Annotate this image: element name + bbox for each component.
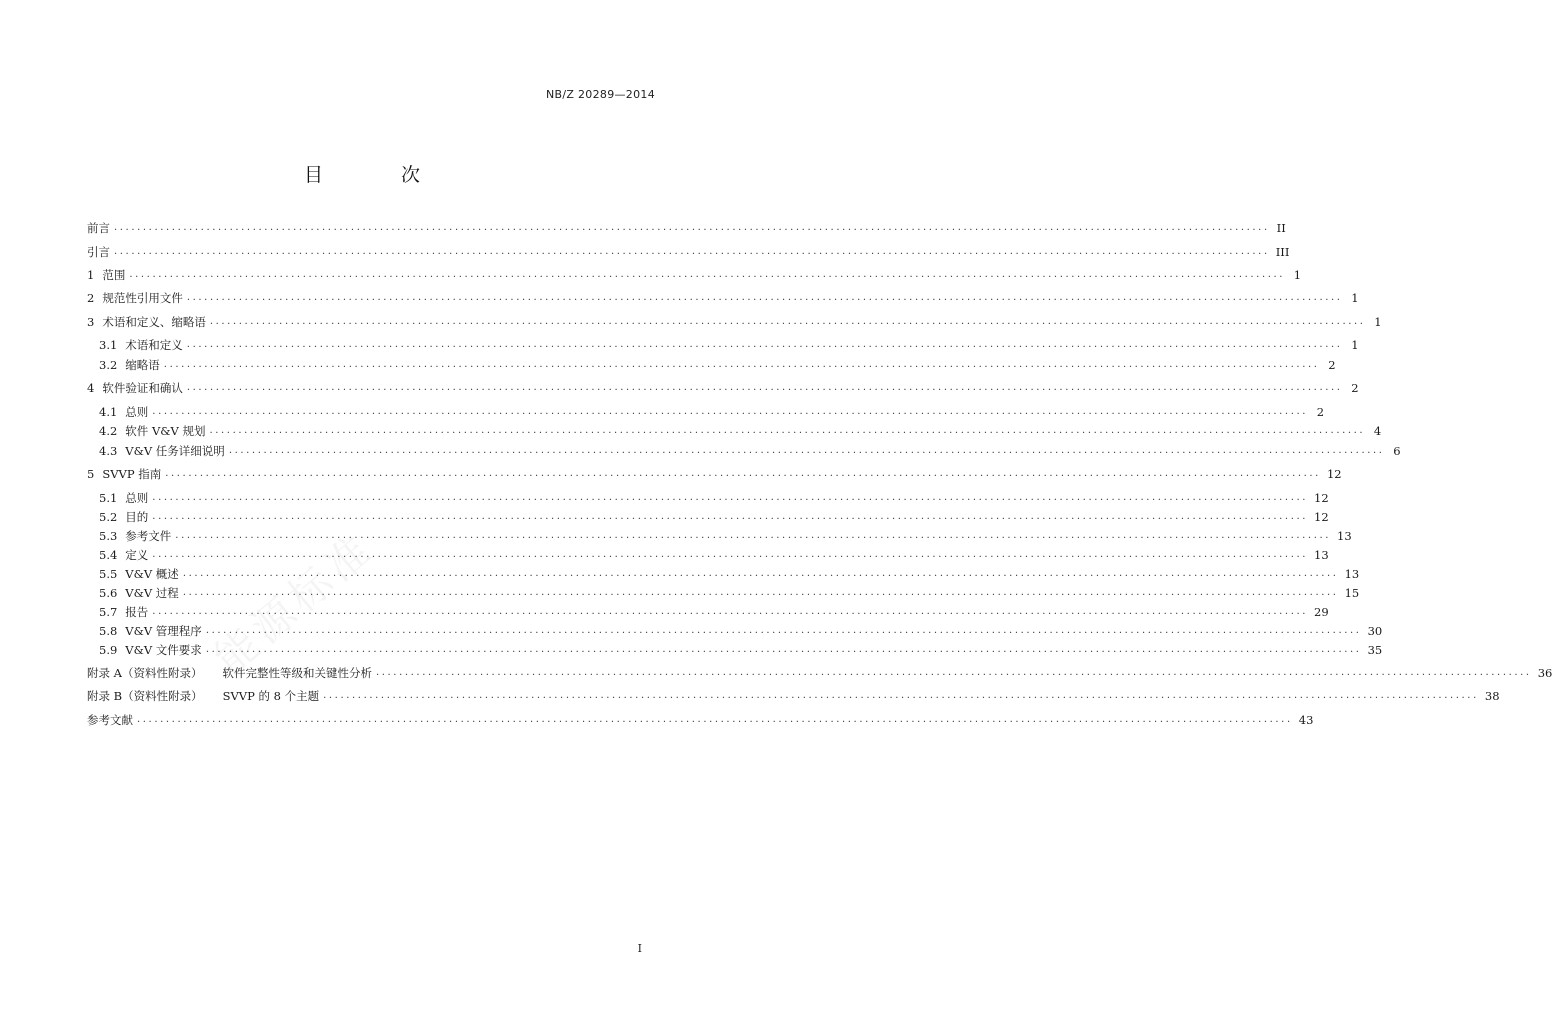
toc-entry[interactable] (99, 527, 1352, 545)
toc-entry-page: 2 (1328, 358, 1336, 372)
toc-entry-page: 4 (1373, 424, 1382, 438)
standard-code: NB/Z 20289—2014 (546, 88, 655, 101)
toc-entry[interactable] (87, 289, 1359, 307)
toc-entry-page: 12 (1326, 467, 1342, 481)
toc-entry[interactable] (99, 403, 1325, 421)
toc-entry[interactable] (99, 356, 1336, 374)
toc-dot-leader: ........................................................................................................................................................................................................ (114, 222, 1270, 233)
toc-entry-title: 总则 (125, 405, 149, 419)
toc-entry-page: 1 (1351, 291, 1359, 305)
toc-entry-page: II (1276, 221, 1286, 235)
toc-entry-number: 5.5 (99, 567, 118, 581)
toc-entry-number: 5.7 (99, 605, 118, 619)
toc-dot-leader: ........................................................................................................................................................................................................ (209, 316, 1366, 327)
toc-entry-number: 5.8 (99, 624, 118, 638)
toc-entry-title: 定义 (125, 548, 149, 562)
toc-entry-title: 附录 B（资料性附录） (87, 689, 203, 703)
toc-entry[interactable] (87, 664, 1552, 682)
toc-entry-page: 36 (1537, 666, 1552, 680)
toc-entry[interactable] (99, 622, 1383, 640)
toc-dot-leader: ........................................................................................................................................................................................................ (205, 625, 1362, 636)
toc-dot-leader: ........................................................................................................................................................................................................ (323, 690, 1479, 701)
toc-entry-number: 5.4 (99, 548, 118, 562)
toc-dot-leader: ........................................................................................................................................................................................................ (186, 292, 1343, 303)
toc-entry-number: 3.1 (99, 338, 118, 352)
toc-entry-title: 总则 (125, 491, 149, 505)
toc-entry-page: 13 (1344, 567, 1360, 581)
toc-entry-title: SVVP 指南 (102, 467, 162, 481)
toc-entry-title: V&V 任务详细说明 (125, 444, 225, 458)
toc-entry-title: 参考文件 (125, 529, 172, 543)
toc-entry-title: 规范性引用文件 (102, 291, 183, 305)
toc-entry-number: 4 (87, 381, 95, 395)
toc-entry-number: 4.3 (99, 444, 118, 458)
toc-dot-leader: ........................................................................................................................................................................................................ (152, 511, 1309, 522)
toc-entry[interactable] (87, 266, 1302, 284)
toc-entry-title: 术语和定义 (125, 338, 183, 352)
toc-dot-leader: ........................................................................................................................................................................................................ (152, 549, 1309, 560)
toc-entry[interactable] (99, 584, 1360, 602)
toc-entry-number: 5.9 (99, 643, 118, 657)
toc-dot-leader: ........................................................................................................................................................................................................ (205, 644, 1362, 655)
toc-entry-number: 4.2 (99, 424, 118, 438)
toc-entry[interactable] (99, 336, 1359, 354)
toc-entry-number: 4.1 (99, 405, 118, 419)
toc-dot-leader: ........................................................................................................................................................................................................ (175, 530, 1332, 541)
page-number: I (637, 942, 642, 955)
toc-dot-leader: ........................................................................................................................................................................................................ (182, 568, 1339, 579)
toc-entry-title: 报告 (125, 605, 149, 619)
toc-entry-page: 13 (1337, 529, 1352, 543)
toc-entry-number: 3.2 (99, 358, 118, 372)
toc-entry-page: 38 (1484, 689, 1500, 703)
toc-entry-page: 12 (1314, 491, 1329, 505)
toc-entry-page: 1 (1293, 268, 1302, 282)
toc-entry-title: V&V 文件要求 (125, 643, 202, 657)
toc-entry[interactable] (87, 687, 1500, 705)
toc-entry-title: 缩略语 (125, 358, 160, 372)
toc-entry-number: 3 (87, 315, 95, 329)
toc-dot-leader: ........................................................................................................................................................................................................ (129, 269, 1286, 280)
toc-entry-page: 35 (1367, 643, 1383, 657)
toc-entry[interactable] (99, 422, 1382, 440)
toc-entry-page: 1 (1351, 338, 1359, 352)
toc-entry[interactable] (87, 379, 1359, 397)
toc-dot-leader: ........................................................................................................................................................................................................ (228, 445, 1385, 456)
toc-entry-number: 5 (87, 467, 95, 481)
toc-entry-page: 29 (1314, 605, 1329, 619)
toc-dot-leader: ........................................................................................................................................................................................................ (137, 714, 1293, 725)
toc-entry-page: 43 (1298, 713, 1314, 727)
toc-dot-leader: ........................................................................................................................................................................................................ (163, 359, 1320, 370)
toc-entry[interactable] (99, 641, 1383, 659)
toc-entry[interactable] (99, 508, 1329, 526)
toc-dot-leader: ........................................................................................................................................................................................................ (186, 382, 1343, 393)
page-title: 目 次 (303, 164, 457, 186)
toc-entry-title: 软件 V&V 规划 (125, 424, 206, 438)
toc-entry-subtitle: 软件完整性等级和关键性分析 (222, 666, 372, 680)
toc-entry[interactable] (87, 243, 1290, 261)
toc-entry-title: V&V 概述 (125, 567, 179, 581)
toc-entry[interactable] (87, 313, 1382, 331)
toc-dot-leader: ........................................................................................................................................................................................................ (209, 425, 1366, 436)
toc-entry-title: 附录 A（资料性附录） (87, 666, 203, 680)
toc-entry-title: 引言 (87, 245, 110, 259)
toc-entry-title: 术语和定义、缩略语 (102, 315, 206, 329)
toc-dot-leader: ........................................................................................................................................................................................................ (152, 492, 1309, 503)
toc-entry-title: 前言 (87, 221, 110, 235)
toc-entry[interactable] (99, 565, 1360, 583)
toc-entry[interactable] (99, 442, 1401, 460)
toc-entry[interactable] (87, 219, 1286, 237)
toc-entry-title: 参考文献 (87, 713, 133, 727)
toc-entry-page: 30 (1367, 624, 1383, 638)
toc-dot-leader: ........................................................................................................................................................................................................ (152, 606, 1309, 617)
toc-entry-page: 12 (1314, 510, 1329, 524)
toc-entry-number: 2 (87, 291, 95, 305)
toc-entry-number: 5.2 (99, 510, 118, 524)
toc-entry[interactable] (99, 603, 1329, 621)
toc-dot-leader: ........................................................................................................................................................................................................ (375, 667, 1532, 678)
toc-entry-title: 范围 (102, 268, 126, 282)
toc-entry[interactable] (87, 711, 1314, 729)
toc-entry-page: 2 (1316, 405, 1325, 419)
toc-entry-number: 5.1 (99, 491, 118, 505)
toc-entry[interactable] (87, 465, 1342, 483)
toc-entry-title: V&V 管理程序 (125, 624, 202, 638)
toc-entry-subtitle: SVVP 的 8 个主题 (222, 689, 320, 703)
toc-dot-leader: ........................................................................................................................................................................................................ (186, 339, 1343, 350)
toc-entry[interactable] (99, 489, 1329, 507)
toc-entry-page: 15 (1344, 586, 1360, 600)
toc-entry-page: 1 (1374, 315, 1382, 329)
toc-dot-leader: ........................................................................................................................................................................................................ (182, 587, 1339, 598)
toc-entry-page: 2 (1351, 381, 1359, 395)
toc-entry-page: III (1275, 245, 1290, 259)
toc-entry-number: 5.6 (99, 586, 118, 600)
toc-entry-number: 1 (87, 268, 95, 282)
toc-entry-title: V&V 过程 (125, 586, 179, 600)
toc-entry-number: 5.3 (99, 529, 118, 543)
toc-entry-title: 目的 (125, 510, 149, 524)
toc-entry-title: 软件验证和确认 (102, 381, 183, 395)
toc-entry[interactable] (99, 546, 1329, 564)
toc-entry-page: 13 (1314, 548, 1329, 562)
toc-dot-leader: ........................................................................................................................................................................................................ (165, 468, 1321, 479)
toc-dot-leader: ........................................................................................................................................................................................................ (152, 406, 1309, 417)
toc-dot-leader: ........................................................................................................................................................................................................ (114, 246, 1270, 257)
toc-entry-page: 6 (1393, 444, 1401, 458)
